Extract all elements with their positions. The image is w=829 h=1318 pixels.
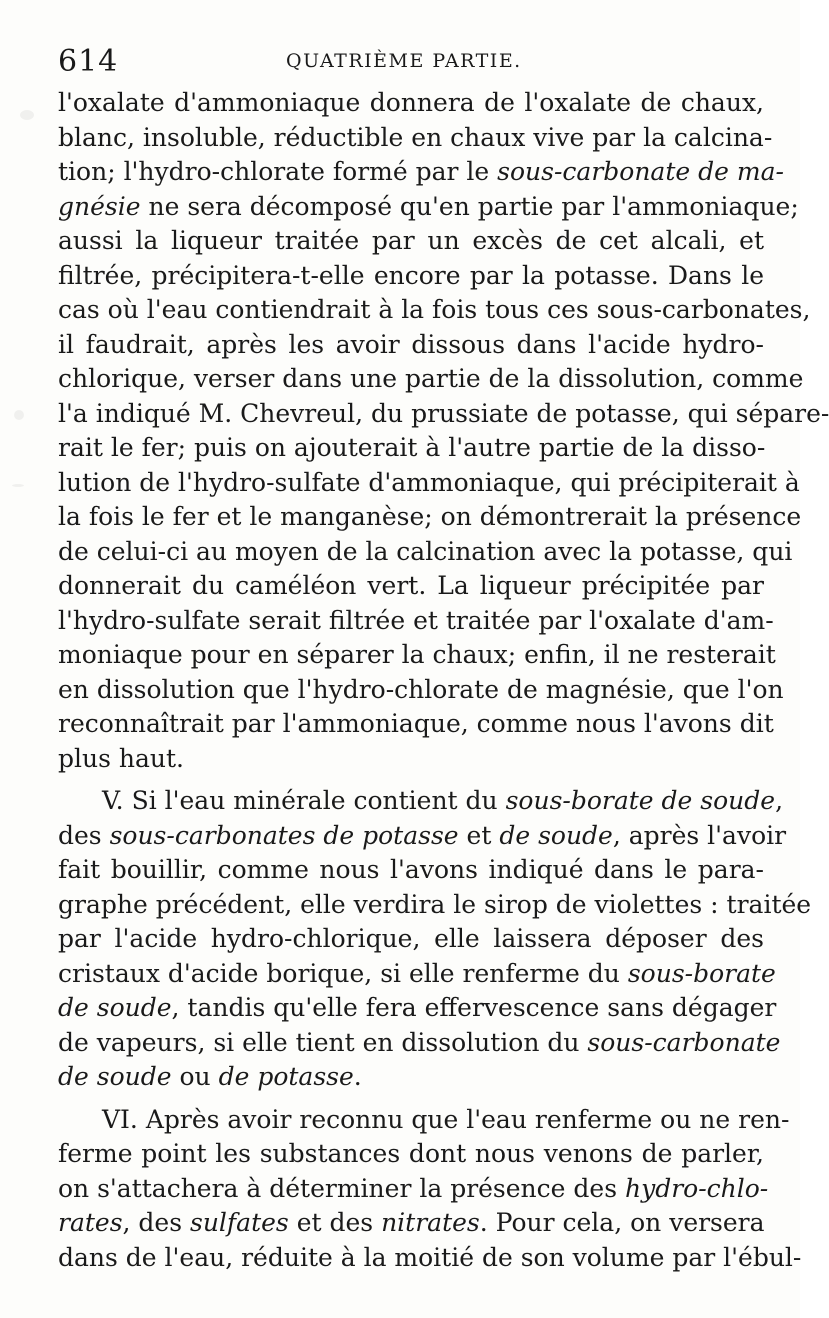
text-run: des <box>58 820 110 850</box>
text-line <box>58 121 773 156</box>
text-run: rait le fer; puis on ajouterait à l'autre partie de la disso- <box>58 433 766 462</box>
text-run: on s'attachera à déterminer la présence des <box>58 1173 625 1203</box>
text-line <box>58 742 764 777</box>
text-line <box>58 853 764 888</box>
text-line <box>58 86 764 121</box>
italic-run: sous-carbonate de ma- <box>497 157 784 186</box>
text-line <box>58 707 774 742</box>
text-run: par l'acide hydro-chlorique, elle laissera déposer des <box>58 924 764 953</box>
paragraph <box>58 784 812 1095</box>
text-line <box>58 190 799 225</box>
text-line <box>58 500 802 535</box>
text-line <box>58 784 784 819</box>
italic-run: sulfates <box>190 1208 289 1237</box>
italic-run: de potasse <box>218 1062 354 1091</box>
paper-speck <box>14 410 24 420</box>
italic-run: nitrates <box>381 1208 480 1237</box>
italic-run: rates <box>58 1208 123 1237</box>
text-line <box>58 1241 802 1276</box>
text-line <box>58 1060 764 1095</box>
body-text <box>58 86 829 1275</box>
text-run: aussi la liqueur traitée par un excès de cet alcali, et <box>58 226 764 255</box>
text-run: donnerait du caméléon vert. La liqueur précipitée par <box>58 571 764 600</box>
text-run: lution de l'hydro-sulfate d'ammoniaque, qui précipiterait à <box>58 467 800 497</box>
text-run: la fois le fer et le manganèse; on démontrerait la présence <box>58 502 802 531</box>
italic-run: hydro-chlo- <box>624 1173 769 1203</box>
text-line <box>58 362 804 397</box>
text-run: blanc, insoluble, réductible en chaux vive par la calcina- <box>58 122 773 152</box>
text-run: ferme point les substances dont nous venons de parler, <box>58 1139 764 1168</box>
text-run: de celui-ci au moyen de la calcination avec la potasse, qui <box>58 536 793 566</box>
text-run: chlorique, verser dans une partie de la dissolution, comme <box>58 364 804 393</box>
paragraph <box>58 86 829 776</box>
italic-run: sous-borate <box>627 958 776 988</box>
paragraph <box>58 1103 802 1276</box>
text-line <box>58 888 812 923</box>
paragraph-gap <box>58 1095 764 1103</box>
text-run: et <box>458 820 500 850</box>
text-run: fait bouillir, comme nous l'avons indiqué dans le para- <box>58 855 764 884</box>
text-line <box>58 1172 769 1207</box>
page-header <box>58 44 758 84</box>
text-run: reconnaîtrait par l'ammoniaque, comme nous l'avons dit <box>58 709 774 738</box>
text-run: , <box>775 786 784 815</box>
text-line <box>58 819 787 854</box>
text-run: V. Si l'eau minérale contient du <box>102 786 506 815</box>
text-run: tion; l'hydro-chlorate formé par le <box>58 157 498 186</box>
text-run: plus haut. <box>58 743 184 773</box>
paper-speck <box>20 110 34 120</box>
text-run: dans de l'eau, réduite à la moitié de son volume par l'ébul- <box>58 1242 802 1272</box>
text-line <box>58 535 793 570</box>
text-run: ou <box>171 1062 219 1091</box>
text-line <box>58 1137 764 1172</box>
text-line <box>58 466 800 501</box>
text-run: et des <box>288 1208 382 1237</box>
italic-run: sous-carbonates de potasse <box>109 820 459 850</box>
text-line <box>58 328 764 363</box>
text-run: de vapeurs, si elle tient en dissolution du <box>58 1027 588 1057</box>
page-number: 614 <box>58 44 119 79</box>
text-run: l'oxalate d'ammoniaque donnera de l'oxalate de chaux, <box>58 88 764 117</box>
italic-run: sous-borate de soude <box>505 786 776 815</box>
italic-run: de soude <box>58 993 172 1022</box>
text-run: l'a indiqué M. Chevreul, du prussiate de potasse, qui sépare- <box>58 398 829 428</box>
italic-run: de soude <box>58 1062 172 1091</box>
italic-run: sous-carbonate <box>587 1027 781 1057</box>
text-run: cristaux d'acide borique, si elle renferme du <box>58 958 628 988</box>
text-line <box>58 155 784 190</box>
text-run: , après l'avoir <box>612 820 787 850</box>
text-run: VI. Après avoir reconnu que l'eau renferme ou ne ren- <box>102 1104 790 1134</box>
text-line <box>58 1103 790 1138</box>
text-run: il faudrait, après les avoir dissous dans l'acide hydro- <box>58 329 764 359</box>
paragraph-gap <box>58 776 764 784</box>
italic-run: de soude <box>499 820 613 850</box>
text-run: , tandis qu'elle fera effervescence sans dégager <box>171 993 777 1022</box>
text-line <box>58 569 764 604</box>
text-line <box>58 604 774 639</box>
text-line <box>58 673 784 708</box>
text-line <box>58 431 764 466</box>
italic-run: gnésie <box>58 191 141 221</box>
text-line <box>58 293 811 328</box>
running-head: QUATRIÈME PARTIE. <box>286 50 522 72</box>
text-line <box>58 1206 764 1241</box>
text-run: . Pour cela, on versera <box>479 1208 765 1237</box>
text-run: , des <box>122 1208 190 1237</box>
text-run: cas où l'eau contiendrait à la fois tous ces sous-carbonates, <box>58 295 811 324</box>
text-run: ne sera décomposé qu'en partie par l'ammoniaque; <box>140 191 799 221</box>
text-run: graphe précédent, elle verdira le sirop de violettes : traitée <box>58 889 812 919</box>
paper-speck <box>12 484 24 487</box>
text-line <box>58 1026 781 1061</box>
text-run: . <box>353 1062 362 1091</box>
text-line <box>58 638 776 673</box>
text-line <box>58 224 764 259</box>
text-run: moniaque pour en séparer la chaux; enfin, il ne resterait <box>58 640 776 669</box>
text-line <box>58 397 829 432</box>
text-line <box>58 957 776 992</box>
text-line <box>58 991 777 1026</box>
text-line <box>58 259 764 294</box>
text-line <box>58 922 764 957</box>
text-run: l'hydro-sulfate serait filtrée et traitée par l'oxalate d'am- <box>58 605 774 635</box>
text-run: en dissolution que l'hydro-chlorate de magnésie, que l'on <box>58 674 784 704</box>
text-run: filtrée, précipitera-t-elle encore par la potasse. Dans le <box>58 260 764 290</box>
